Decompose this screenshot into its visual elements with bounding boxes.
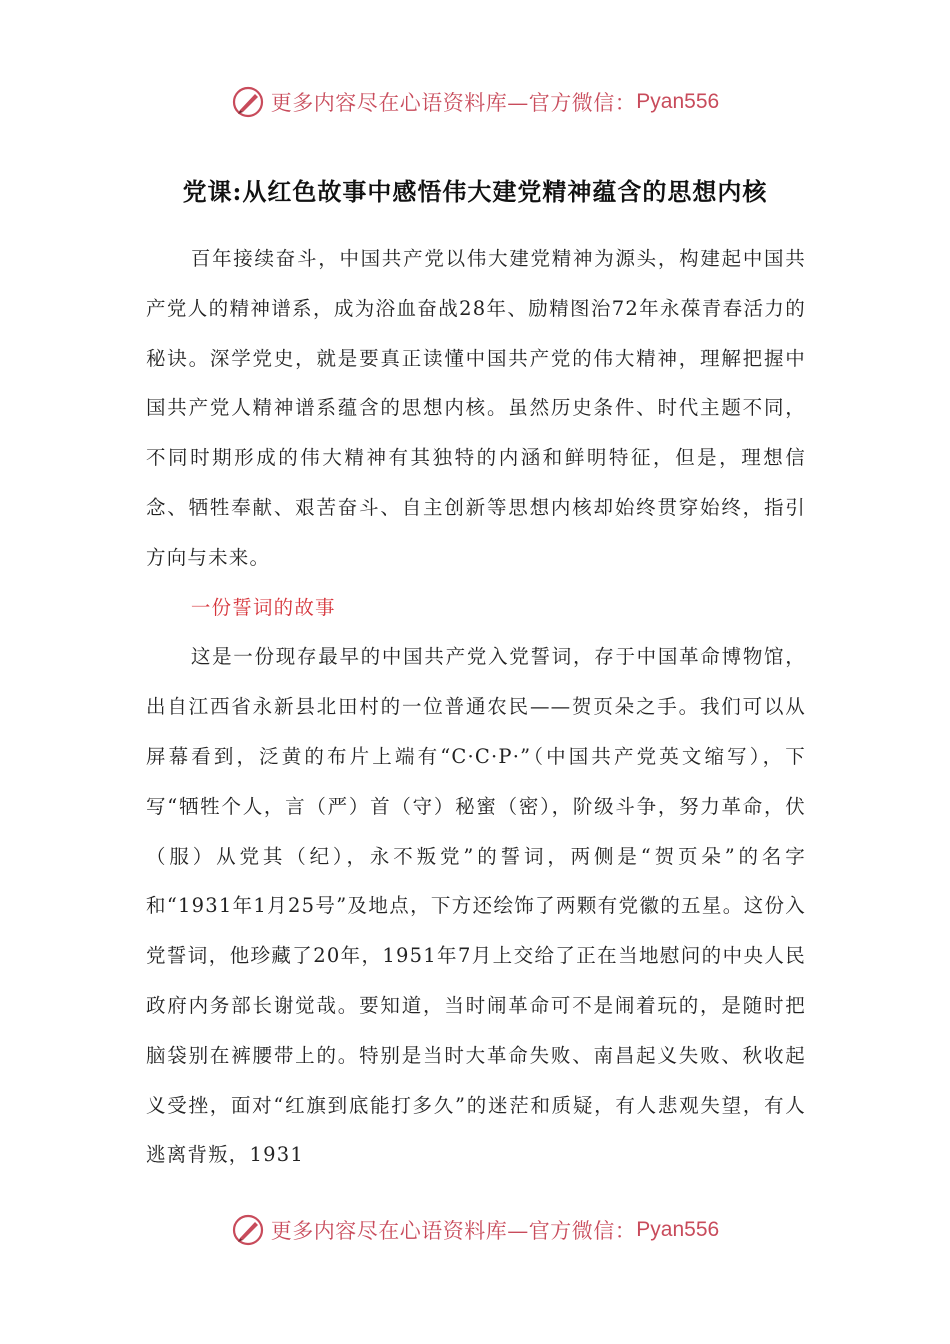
section-heading: 一份誓词的故事 [190,595,336,619]
banner-text: 更多内容尽在心语资料库—官方微信： [270,91,637,115]
intro-paragraph: 百年接续奋斗，中国共产党以伟大建党精神为源头，构建起中国共产党人的精神谱系，成为浴血奋战28年、励精图治72年永葆青春活力的秘诀。深学党史，就是要真正读懂中国共产党的伟大精神，理解把握中国共产党人精神谱系蕴含的思想内核。虽然历史条件、时代主题不同，不同时期形成的伟大精神有其独特的内涵和鲜明特征，但是，理想信念、牺牲奉献、艰苦奋斗、自主创新等思想内核却始终贯穿始终，指引方向与未来。 [146,247,806,569]
document-body [146,234,806,1180]
banner-wechat-id: Pyan556 [636,1218,720,1241]
banner-wechat-id: Pyan556 [636,90,720,113]
footer-watermark-banner [0,1210,950,1250]
banner-text: 更多内容尽在心语资料库—官方微信： [270,1219,637,1243]
story-paragraph: 这是一份现存最早的中国共产党入党誓词，存于中国革命博物馆，出自江西省永新县北田村的一位普通农民——贺页朵之手。我们可以从屏幕看到，泛黄的布片上端有“C·C·P·”（中国共产党英文缩写），下写“牺牲个人，言（严）首（守）秘蜜（密），阶级斗争，努力革命，伏（服）从党其（纪），永不叛党”的誓词，两侧是“贺页朵”的名字和“1931年1月25号”及地点，下方还绘饰了两颗有党徽的五星。这份入党誓词，他珍藏了20年，1951年7月上交给了正在当地慰问的中央人民政府内务部长谢觉哉。要知道，当时闹革命可不是闹着玩的，是随时把脑袋别在裤腰带上的。特别是当时大革命失败、南昌起义失败、秋收起义受挫，面对“红旗到底能打多久”的迷茫和质疑，有人悲观失望，有人逃离背叛，1931 [146,645,806,1167]
pen-logo-icon [231,85,265,119]
header-watermark-banner [0,82,950,122]
pen-logo-icon [231,1213,265,1247]
document-title: 党课:从红色故事中感悟伟大建党精神蕴含的思想内核 [182,177,768,206]
